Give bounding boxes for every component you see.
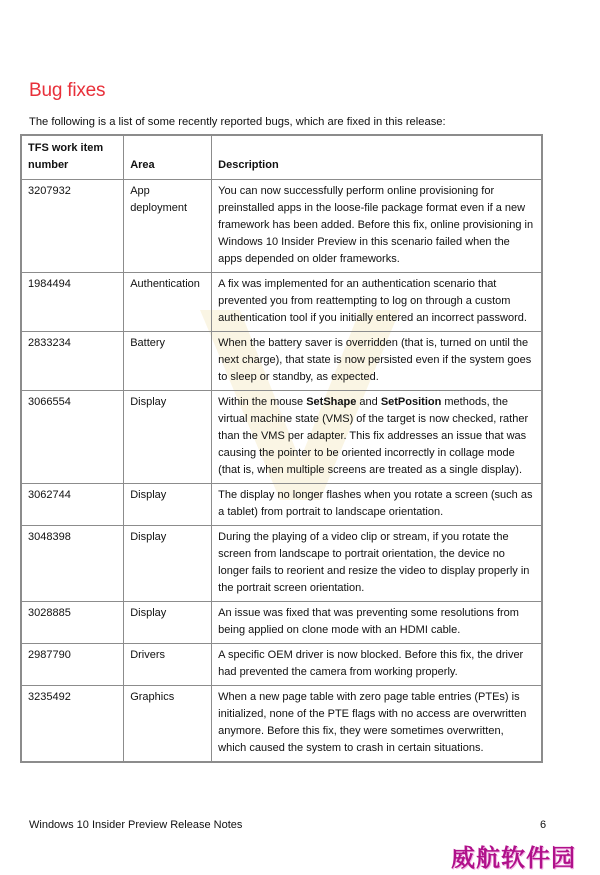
table-row (21, 391, 542, 484)
table-row (21, 602, 542, 644)
work-item-cell: 2833234 (21, 332, 124, 391)
description-text: and (356, 396, 381, 408)
work-item-cell: 3235492 (21, 686, 124, 763)
description-cell: The display no longer flashes when you rotate a screen (such as a tablet) from portrait to landscape orientation. (212, 484, 542, 526)
description-cell: A specific OEM driver is now blocked. Before this fix, the driver had prevented the camera from working properly. (212, 644, 542, 686)
work-item-cell: 3062744 (21, 484, 124, 526)
work-item-cell: 3048398 (21, 526, 124, 602)
work-item-cell: 1984494 (21, 273, 124, 332)
work-item-cell: 3066554 (21, 391, 124, 484)
area-cell: Graphics (124, 686, 212, 763)
footer-document-title: Windows 10 Insider Preview Release Notes (29, 819, 243, 831)
description-text: methods, the virtual machine state (VMS) of the target is now checked, rather than the VMS per adapter. This fix addresses an issue that was causing the pointer to be oriented incorrectly in collage mode (that is, when multiple screens are treated as a single display). (218, 396, 529, 476)
area-cell: App deployment (124, 180, 212, 273)
work-item-cell: 3028885 (21, 602, 124, 644)
description-cell: A fix was implemented for an authentication scenario that prevented you from reattempting to log on through a custom authentication tool if you initially entered an incorrect password. (212, 273, 542, 332)
description-text: Within the mouse (218, 396, 307, 408)
area-cell: Display (124, 526, 212, 602)
setposition-method-name: SetPosition (380, 396, 442, 408)
area-cell: Drivers (124, 644, 212, 686)
description-cell: When the battery saver is overridden (that is, turned on until the next charge), that state is now persisted even if the system goes to sleep or standby, as expected. (212, 332, 542, 391)
description-cell: When a new page table with zero page table entries (PTEs) is initialized, none of the PTE flags with no access are overwritten anymore. Before this fix, they were sometimes overwritten, which caused the system to crash in certain situations. (212, 686, 542, 763)
footer-page-number: 6 (540, 819, 547, 831)
work-item-cell: 2987790 (21, 644, 124, 686)
table-header-row (21, 135, 542, 180)
table-row (21, 526, 542, 602)
table-row (21, 644, 542, 686)
bug-fixes-table (20, 134, 543, 763)
description-cell: You can now successfully perform online provisioning for preinstalled apps in the loose-file package format even if a new framework has been added. Before this fix, online provisioning in Windows 10 Insider Preview in this scenario failed when the apps depended on older frameworks. (212, 180, 542, 273)
area-cell: Display (124, 602, 212, 644)
area-cell: Authentication (124, 273, 212, 332)
header-work-item: TFS work item number (21, 135, 124, 180)
header-description: Description (212, 135, 542, 180)
table-row (21, 332, 542, 391)
section-heading: Bug fixes (29, 80, 106, 101)
description-cell (212, 391, 542, 484)
setshape-method-name: SetShape (306, 396, 357, 408)
work-item-cell: 3207932 (21, 180, 124, 273)
table-row (21, 180, 542, 273)
description-cell: An issue was fixed that was preventing some resolutions from being applied on clone mode with an HDMI cable. (212, 602, 542, 644)
header-area: Area (124, 135, 212, 180)
description-cell: During the playing of a video clip or stream, if you rotate the screen from landscape to portrait orientation, the device no longer fails to reorient and resize the video to display properly in the portrait screen orientation. (212, 526, 542, 602)
table-row (21, 273, 542, 332)
area-cell: Battery (124, 332, 212, 391)
table-row (21, 686, 542, 763)
corner-site-watermark: 威航软件园 (451, 844, 576, 872)
area-cell: Display (124, 484, 212, 526)
intro-text: The following is a list of some recently reported bugs, which are fixed in this release: (29, 116, 446, 128)
table-row (21, 484, 542, 526)
area-cell: Display (124, 391, 212, 484)
